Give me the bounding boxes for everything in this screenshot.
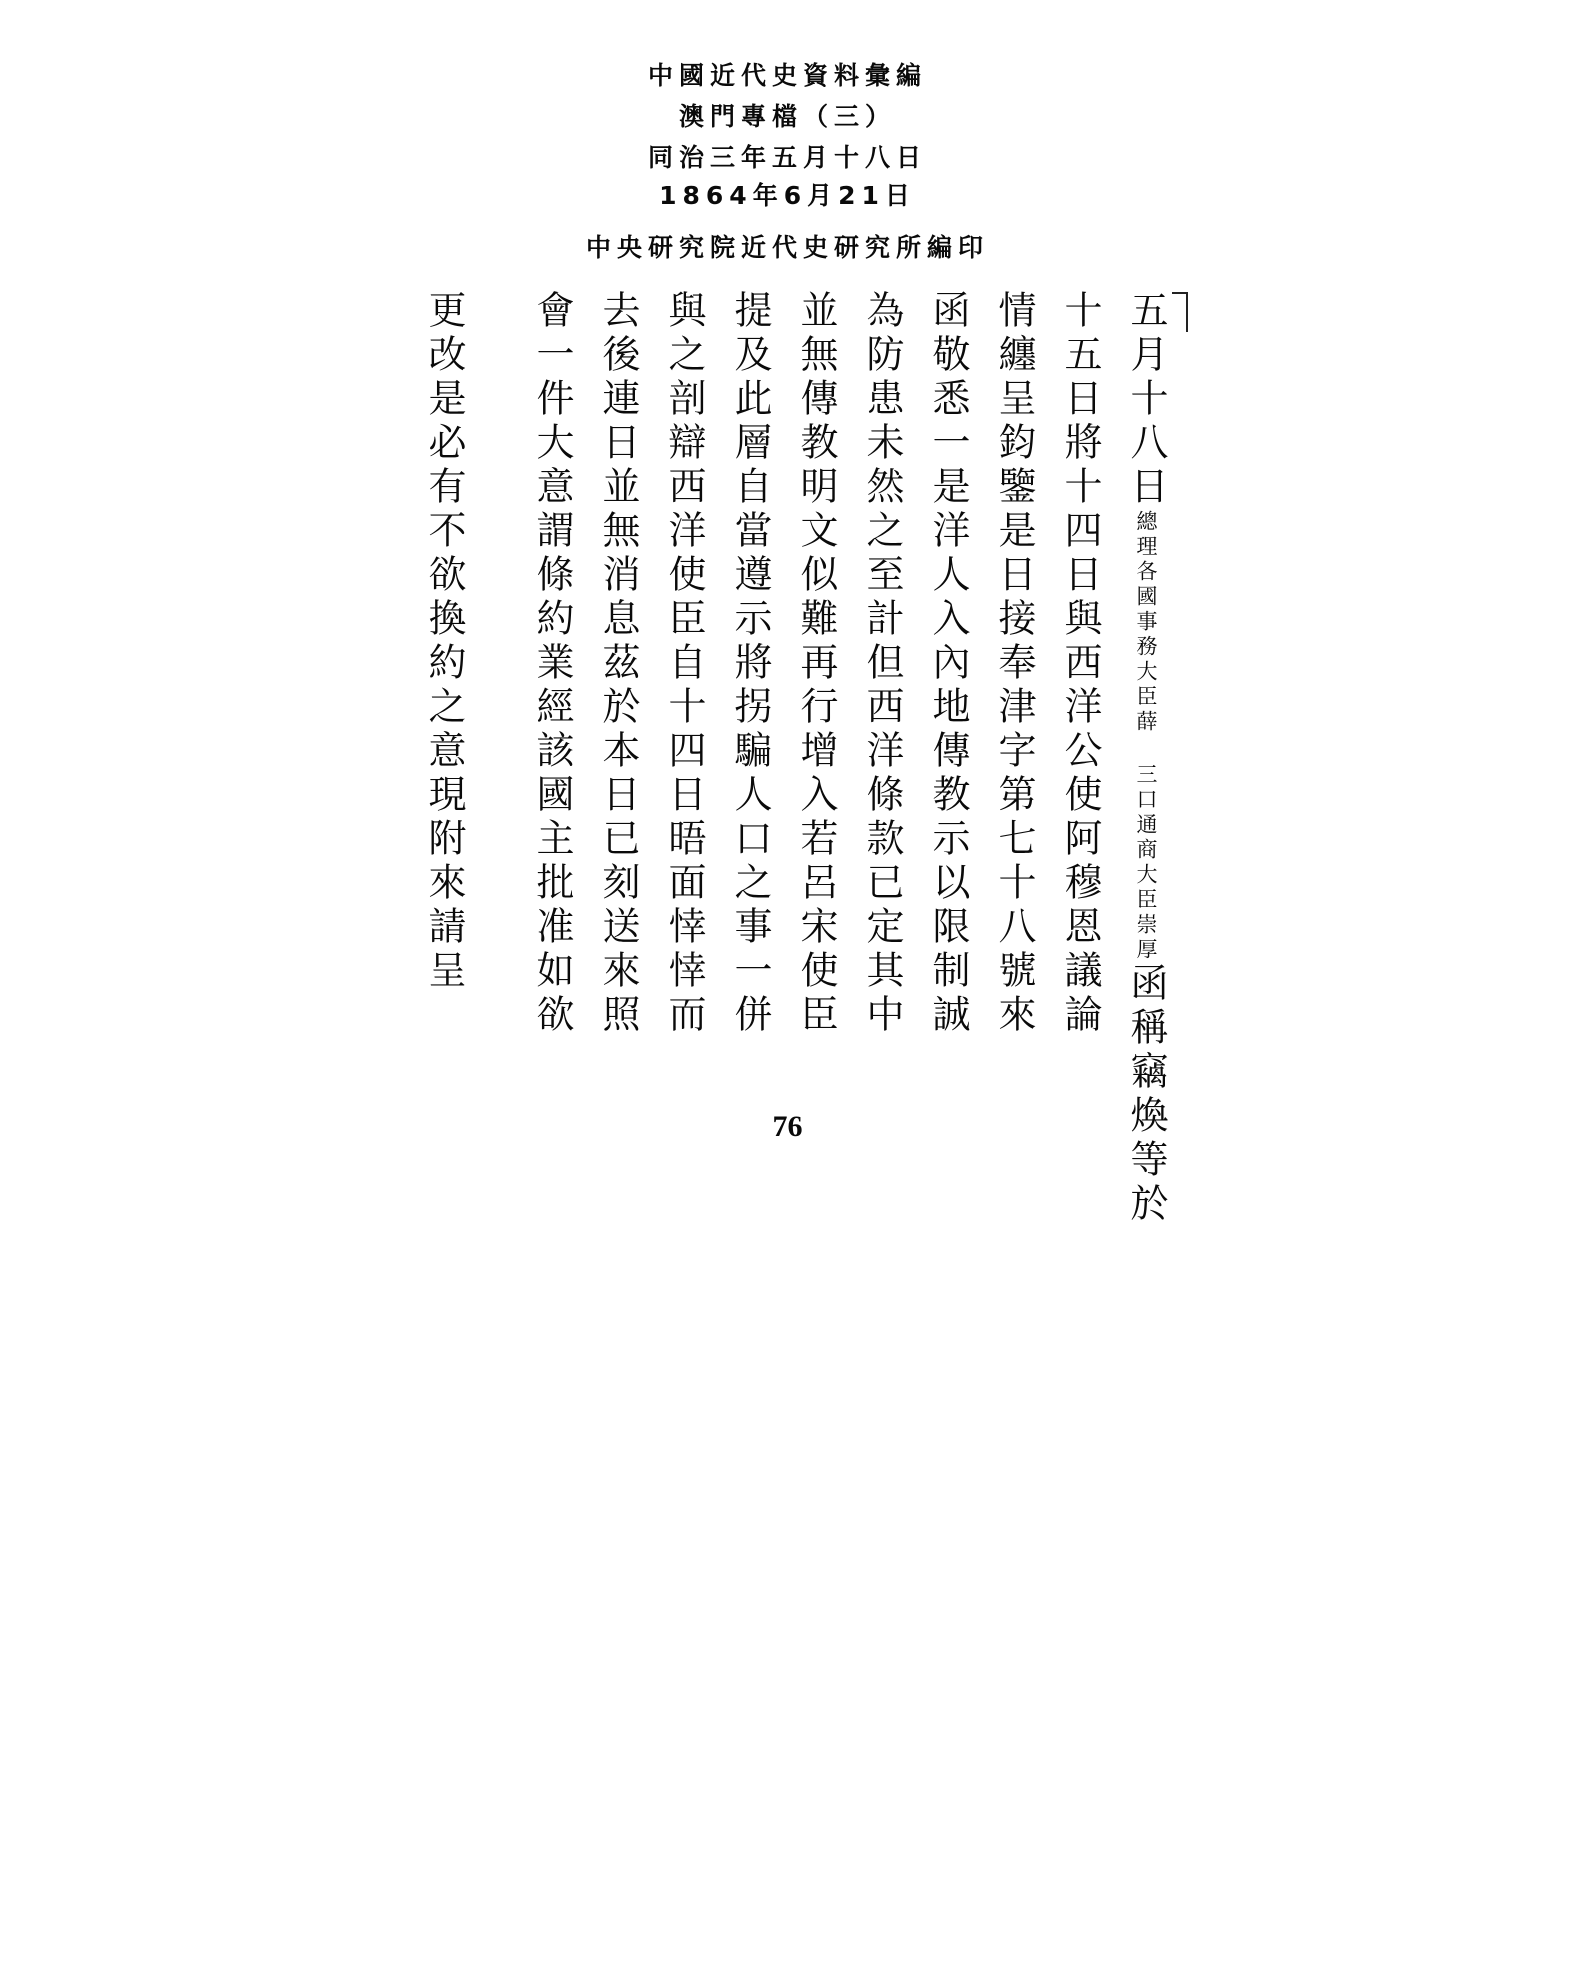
column-1-tail: 函稱竊煥等於: [1124, 963, 1168, 1227]
manuscript-column-6: 並無傳教明文似難再行增入若呂宋使臣: [794, 290, 838, 1038]
column-1-main: 五月十八日: [1124, 290, 1168, 510]
page-number: 76: [772, 1110, 803, 1143]
manuscript-column-8: 與之剖辯西洋使臣自十四日晤面悻悻而: [662, 290, 706, 1038]
manuscript-column-5: 為防患未然之至計但西洋條款已定其中: [860, 290, 904, 1038]
gregorian-date: 1864年6月21日: [659, 181, 916, 210]
manuscript-column-1: [1120, 290, 1172, 1227]
manuscript-column-7: 提及此層自當遵示將拐騙人口之事一併: [728, 290, 772, 1038]
manuscript-column-4: 函敬悉一是洋人入內地傳教示以限制誠: [926, 290, 970, 1038]
manuscript-column-9: 去後連日並無消息茲於本日已刻送來照: [596, 290, 640, 1038]
manuscript-column-2: 十五日將十四日與西洋公使阿穆恩議論: [1058, 290, 1102, 1038]
manuscript-column-3: 情纏呈鈞鑒是日接奉津字第七十八號來: [992, 290, 1036, 1038]
lunar-date: 同治三年五月十八日: [647, 143, 927, 172]
series-title: 中國近代史資料彙編: [647, 61, 927, 90]
manuscript-column-10: 會一件大意謂條約業經該國主批准如欲: [530, 290, 574, 1038]
publisher-line: 中央研究院近代史研究所編印: [585, 233, 989, 262]
volume-title: 澳門專檔（三）: [678, 102, 896, 131]
column-1-annotation: 總理各國事務大臣薛 三口通商大臣崇厚: [1134, 510, 1158, 963]
manuscript-column-11: 更改是必有不欲換約之意現附來請呈: [422, 290, 466, 994]
